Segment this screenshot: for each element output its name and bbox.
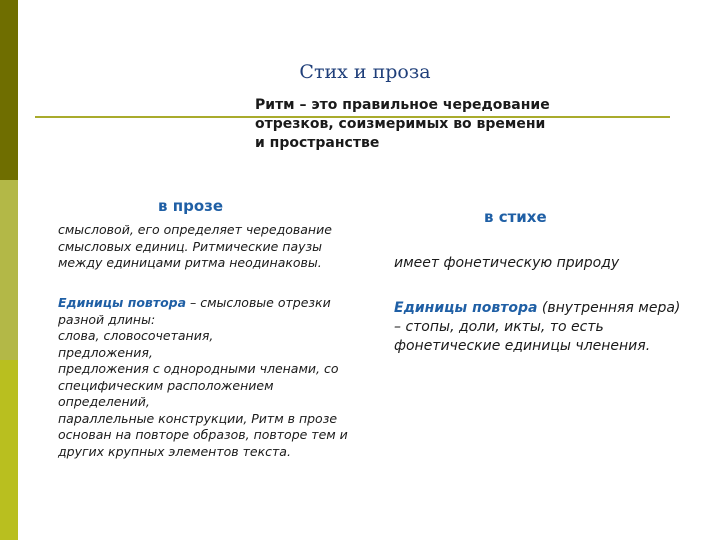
verse-description: имеет фонетическую природу — [394, 255, 620, 271]
verse-units-label: Единицы повтора — [394, 300, 538, 316]
prose-unit-item: слова, словосочетания, — [58, 328, 214, 343]
prose-units-block — [58, 295, 358, 460]
verse-units-block — [394, 299, 684, 356]
slide-title: Стих и проза — [299, 61, 431, 83]
side-stripe-top — [0, 0, 18, 180]
prose-units-label: Единицы повтора — [58, 295, 187, 310]
prose-units-lead — [58, 295, 358, 328]
prose-unit-item: предложения с однородными членами, со специфическим расположением определений, — [58, 361, 339, 409]
side-stripe-bottom — [0, 360, 18, 540]
verse-units-text: (внутренняя мера) – стопы, доли, икты, то есть фонетические единицы членения. — [394, 300, 681, 354]
prose-units-lead-text: – смысловые отрезки разной длины: — [58, 295, 331, 327]
prose-unit-item: параллельные конструкции, Ритм в прозе основан на повторе образов, повторе тем и других крупных элементов текста. — [58, 410, 348, 459]
verse-heading: в стихе — [484, 208, 547, 226]
prose-heading: в прозе — [158, 197, 224, 215]
prose-description: смысловой, его определяет чередование смысловых единиц. Ритмические паузы между единицами ритма неодинаковы. — [58, 222, 332, 270]
rhythm-definition: Ритм – это правильное чередование отрезков, соизмеримых во времени и пространстве — [255, 97, 550, 151]
prose-unit-item: предложения, — [58, 344, 153, 360]
side-stripe-middle — [0, 180, 18, 360]
